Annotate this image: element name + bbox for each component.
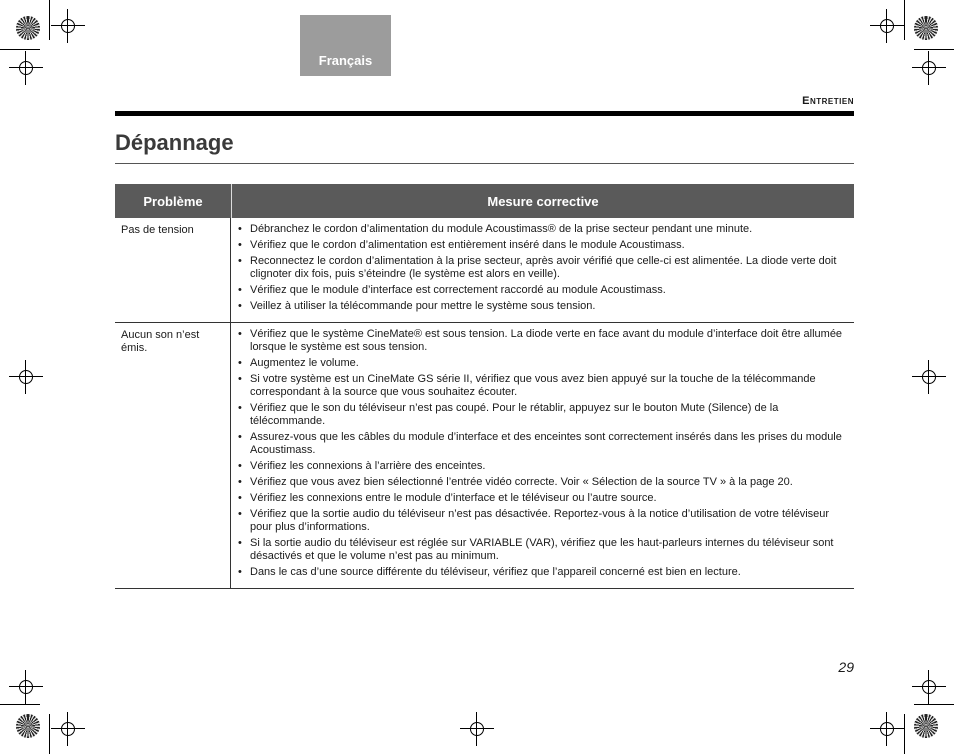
solution-list [237,223,846,313]
registration-mark-icon [15,366,37,388]
registration-mark-icon [918,57,940,79]
list-item: • Vérifiez les connexions à l’arrière des enceintes. [237,460,846,473]
list-item: • Augmentez le volume. [237,357,846,370]
crop-mark [914,704,954,705]
problem-cell: Pas de tension [115,218,231,322]
list-item: • Vérifiez que le son du téléviseur n’est pas coupé. Pour le rétablir, appuyez sur le bouton Mute (Silence) de la télécommande. [237,402,846,428]
list-item: • Reconnectez le cordon d’alimentation à la prise secteur, après avoir vérifié que celle-ci est alimentée. La diode verte doit clignoter dix fois, puis s’éteindre (le système est alors en veille). [237,255,846,281]
column-header-problem: Problème [143,193,203,209]
title-rule [115,163,854,164]
registration-mark-icon [15,676,37,698]
table-row [115,218,854,323]
crop-mark [0,704,40,705]
problem-cell: Aucun son n’est émis. [115,323,231,588]
registration-mark-icon [57,718,79,740]
list-item: • Assurez-vous que les câbles du module d’interface et des enceintes sont correctement insérés dans les prises du module Acoustimass. [237,431,846,457]
section-header: Entretien [802,95,854,107]
page-title: Dépannage [115,130,234,155]
list-item: • Vérifiez que le module d’interface est correctement raccordé au module Acoustimass. [237,284,846,297]
registration-mark-icon [15,57,37,79]
registration-mark-icon [876,718,898,740]
crop-mark [904,714,905,754]
list-item: • Vérifiez les connexions entre le module d’interface et le téléviseur ou l’autre source. [237,492,846,505]
table-header [115,184,854,218]
color-calibration-disc [16,714,40,738]
crop-mark [49,714,50,754]
crop-mark [904,0,905,40]
list-item: • Vérifiez que vous avez bien sélectionné l’entrée vidéo correcte. Voir « Sélection de la source TV » à la page 20. [237,476,846,489]
registration-mark-icon [57,15,79,37]
list-item: • Débranchez le cordon d’alimentation du module Acoustimass® de la prise secteur pendant une minute. [237,223,846,236]
color-calibration-disc [16,16,40,40]
header-rule [115,111,854,116]
registration-mark-icon [918,366,940,388]
solution-cell [231,218,854,322]
page-number: 29 [838,659,854,675]
list-item: • Veillez à utiliser la télécommande pour mettre le système sous tension. [237,300,846,313]
solution-cell [231,323,854,588]
list-item: • Dans le cas d’une source différente du téléviseur, vérifiez que l’appareil concerné est bien en lecture. [237,566,846,579]
color-calibration-disc [914,16,938,40]
list-item: • Vérifiez que le système CineMate® est sous tension. La diode verte en face avant du module d’interface doit être allumée lorsque le système est sous tension. [237,328,846,354]
list-item: • Vérifiez que la sortie audio du téléviseur n’est pas désactivée. Reportez-vous à la notice d’utilisation de votre téléviseur pour plus d’informations. [237,508,846,534]
color-calibration-disc [914,714,938,738]
list-item: • Si votre système est un CineMate GS série II, vérifiez que vous avez bien appuyé sur la touche de la télécommande correspondant à la source que vous souhaitez écouter. [237,373,846,399]
registration-mark-icon [466,718,488,740]
registration-mark-icon [918,676,940,698]
troubleshooting-table [115,184,854,589]
list-item: • Si la sortie audio du téléviseur est réglée sur VARIABLE (VAR), vérifiez que les haut-parleurs internes du téléviseur sont désactivés et que le volume n’est pas au minimum. [237,537,846,563]
language-tab[interactable]: Français [300,15,391,76]
list-item: • Vérifiez que le cordon d’alimentation est entièrement inséré dans le module Acoustimass. [237,239,846,252]
column-header-solution: Mesure corrective [231,184,854,218]
registration-mark-icon [876,15,898,37]
crop-mark [49,0,50,40]
table-row [115,323,854,589]
solution-list [237,328,846,579]
crop-mark [0,49,40,50]
crop-mark [914,49,954,50]
